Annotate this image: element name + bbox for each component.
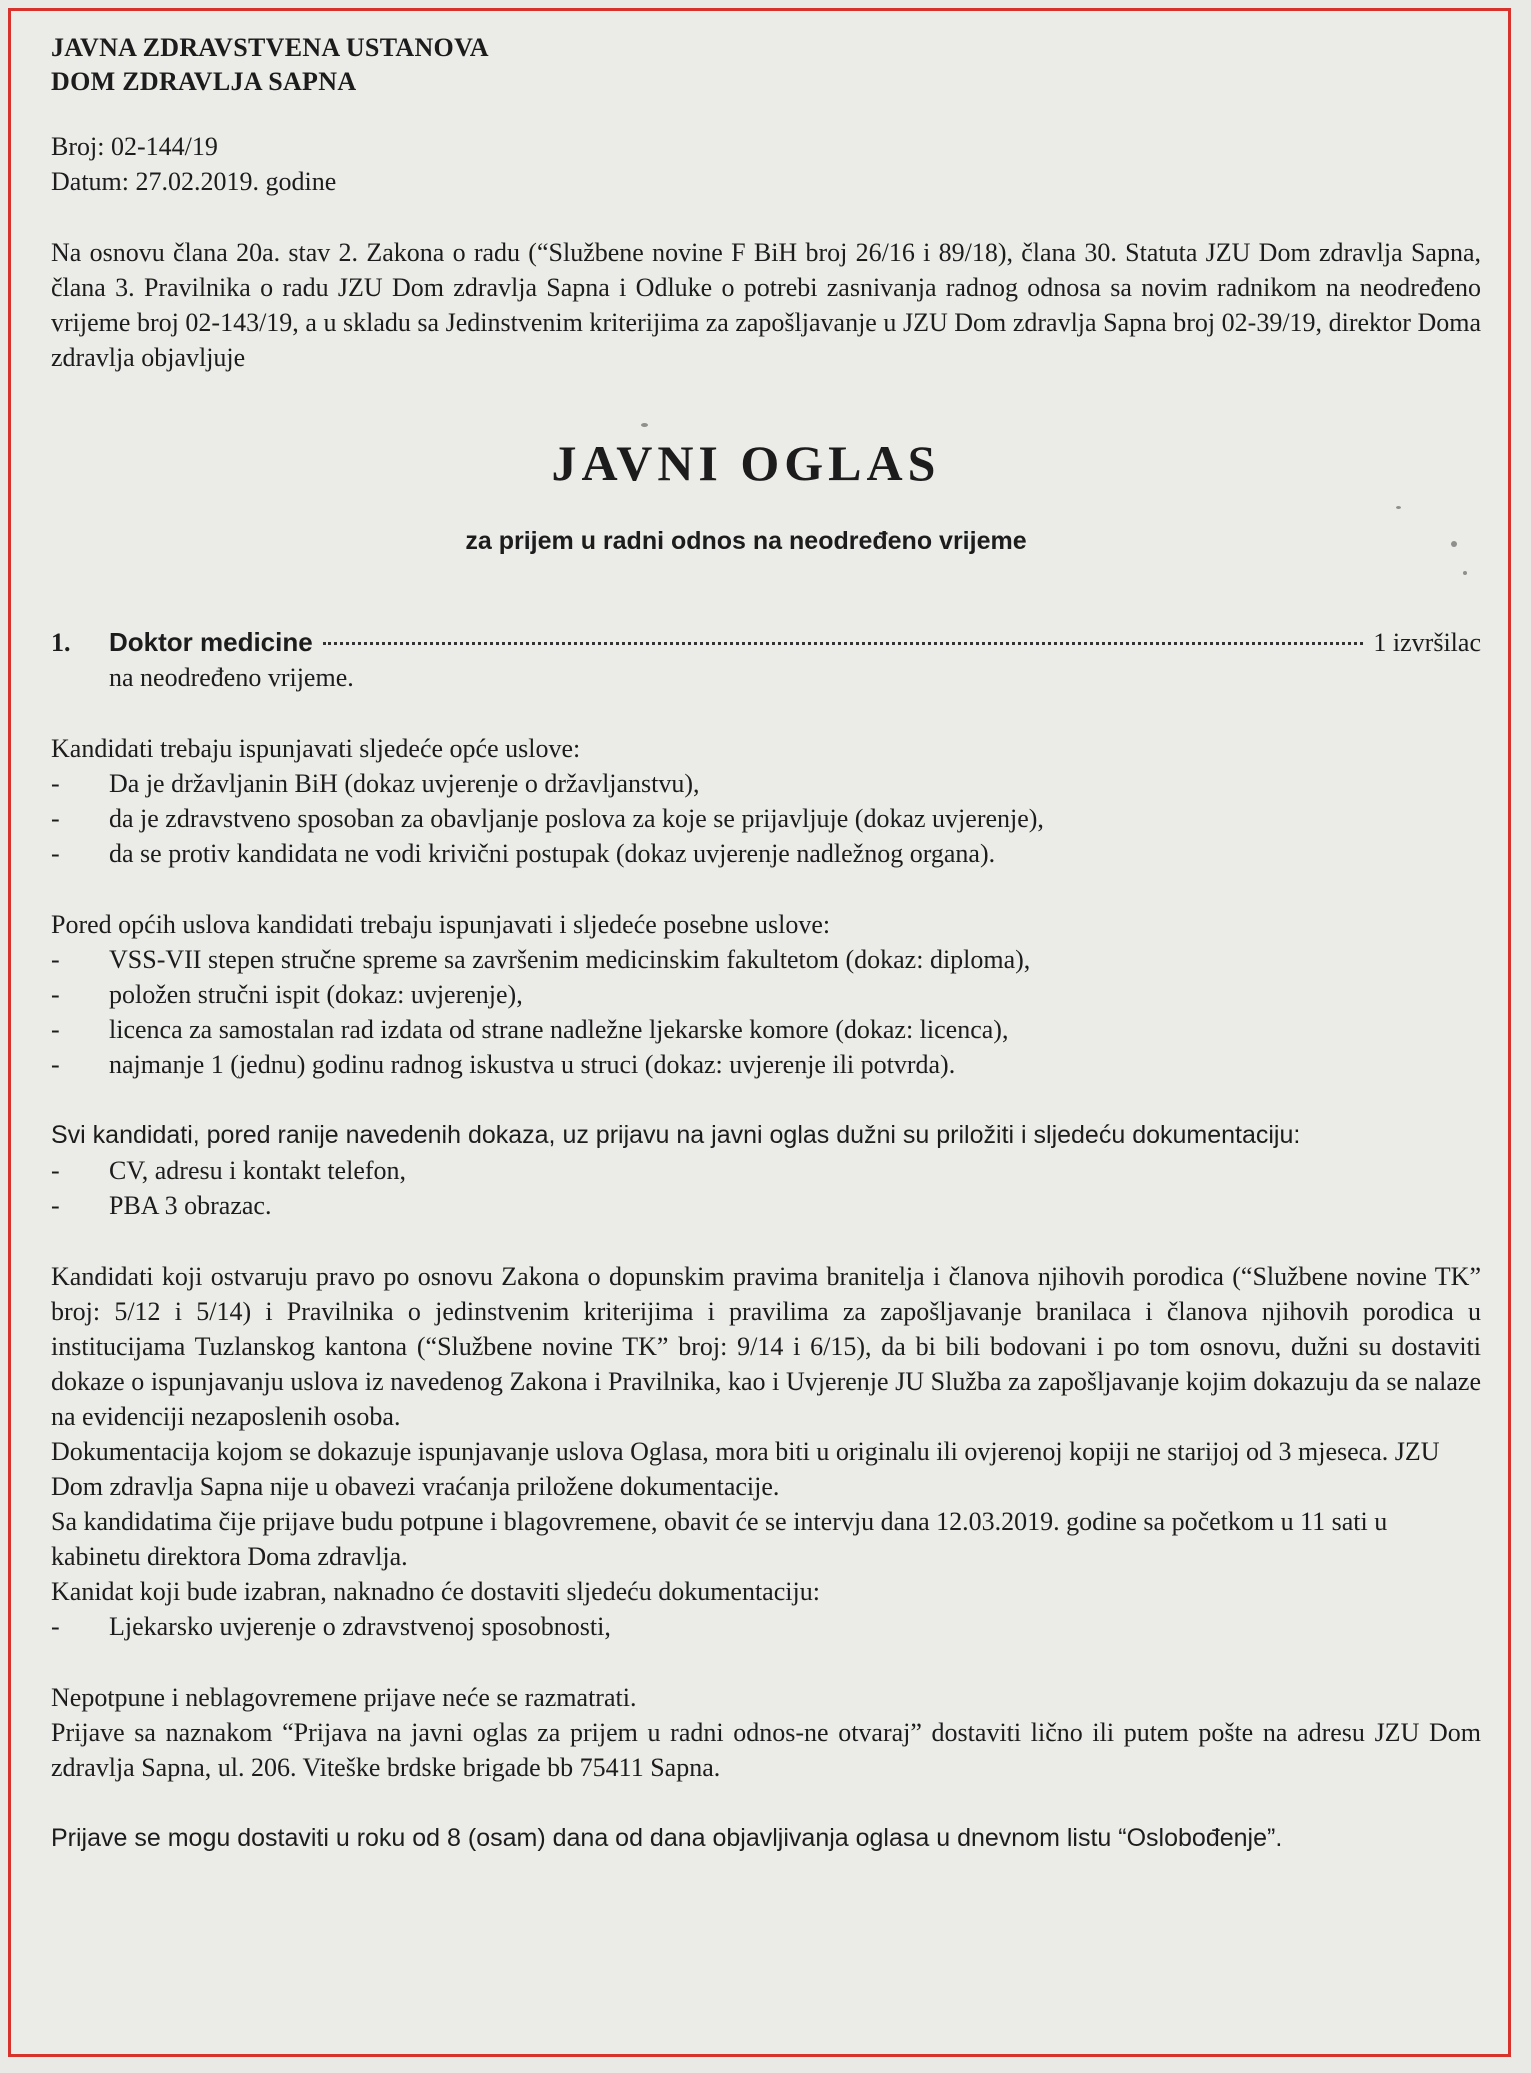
list-item: - da je zdravstveno sposoban za obavljanje poslova za koje se prijavljuje (dokaz uvjerenje),: [51, 803, 1044, 833]
position-count: 1 izvršilac: [1373, 627, 1481, 657]
scan-speck: [1463, 571, 1467, 575]
list-item: - licenca za samostalan rad izdata od strane nadležne ljekarske komore (dokaz: licenca),: [51, 1014, 1009, 1044]
list-item: - Da je državljanin BiH (dokaz uvjerenje o državljanstvu),: [51, 768, 700, 798]
position-number: 1.: [51, 627, 71, 657]
list-item: - položen stručni ispit (dokaz: uvjerenje),: [51, 979, 523, 1009]
general-conditions-heading: Kandidati trebaju ispunjavati sljedeće opće uslove:: [51, 733, 581, 763]
selected-candidate-list: [51, 1609, 1481, 1644]
documentation-list: [51, 1153, 1481, 1223]
special-conditions-list: [51, 942, 1481, 1082]
scan-speck: [1451, 541, 1457, 547]
announcement-subtitle: za prijem u radni odnos na neodređeno vrijeme: [465, 526, 1027, 555]
general-conditions-list: [51, 766, 1481, 871]
list-item: - najmanje 1 (jednu) godinu radnog iskustva u struci (dokaz: uvjerenje ili potvrda).: [51, 1049, 956, 1079]
document-body: [51, 31, 1481, 1856]
position-leader-dots: [323, 642, 1364, 645]
list-item: - PBA 3 obrazac.: [51, 1190, 272, 1220]
documents-paragraph: Dokumentacija kojom se dokazuje ispunjavanje uslova Oglasa, mora biti u originalu ili ovjerenoj kopiji ne starijoj od 3 mjeseca. JZU Dom zdravlja Sapna nije u obavezi vraćanja priložene dokumentacije.: [51, 1436, 1440, 1501]
list-item: - CV, adresu i kontakt telefon,: [51, 1155, 407, 1185]
documentation-heading: Svi kandidati, pored ranije navedenih dokaza, uz prijavu na javni oglas dužni su priložiti i sljedeću dokumentaciju:: [51, 1120, 1301, 1149]
incomplete-applications-note: Nepotpune i neblagovremene prijave neće se razmatrati.: [51, 1682, 637, 1712]
list-item: - Ljekarsko uvjerenje o zdravstvenoj sposobnosti,: [51, 1611, 611, 1641]
special-conditions-heading: Pored općih uslova kandidati trebaju ispunjavati i sljedeće posebne uslove:: [51, 909, 831, 939]
position-row: [51, 625, 1481, 660]
interview-paragraph: Sa kandidatima čije prijave budu potpune i blagovremene, obavit će se intervju dana 12.03.2019. godine sa početkom u 11 sati u kabinetu direktora Doma zdravlja.: [51, 1506, 1388, 1571]
submission-paragraph: Prijave sa naznakom “Prijava na javni oglas za prijem u radni odnos-ne otvaraj” dostaviti lično ili putem pošte na adresu JZU Dom zdravlja Sapna, ul. 206. Viteške brdske brigade bb 75411 Sapna.: [51, 1717, 1481, 1782]
announcement-title: JAVNI OGLAS: [551, 435, 941, 491]
organization-name-line1: JAVNA ZDRAVSTVENA USTANOVA: [51, 33, 489, 62]
intro-paragraph: Na osnovu člana 20a. stav 2. Zakona o radu (“Službene novine F BiH broj 26/16 i 89/18), člana 30. Statuta JZU Dom zdravlja Sapna, člana 3. Pravilnika o radu JZU Dom zdravlja Sapna i Odluke o potrebi zasnivanja radnog odnosa sa novim radnikom na neodređeno vrijeme broj 02-143/19, a u skladu sa Jedinstvenim kriterijima za zapošljavanje u JZU Dom zdravlja Sapna broj 02-39/19, direktor Doma zdravlja objavljuje: [51, 238, 1481, 372]
veterans-paragraph: Kandidati koji ostvaruju pravo po osnovu Zakona o dopunskim pravima branitelja i članova njihovih porodica (“Službene novine TK” broj: 5/12 i 5/14) i Pravilnika o jedinstvenim kriterijima i pravilima za zapošljavanje branilaca i članova njihovih porodica u institucijama Tuzlanskog kantona (“Službene novine TK” broj: 9/14 i 6/15), da bi bili bodovani i po tom osnovu, dužni su dostaviti dokaze o ispunjavanju uslova iz navedenog Zakona i Pravilnika, kao i Uvjerenje JU Služba za zapošljavanje kojim dokazuju da se nalaze na evidenciji nezaposlenih osoba.: [51, 1261, 1481, 1431]
selected-candidate-heading: Kanidat koji bude izabran, naknadno će dostaviti sljedeću dokumentaciju:: [51, 1576, 820, 1606]
organization-name-line2: DOM ZDRAVLJA SAPNA: [51, 67, 357, 96]
document-page: [8, 8, 1511, 2057]
document-number: Broj: 02-144/19: [51, 132, 218, 161]
position-name: Doktor medicine: [109, 626, 313, 657]
scan-speck: [641, 423, 648, 427]
list-item: - da se protiv kandidata ne vodi krivični postupak (dokaz uvjerenje nadležnog organa).: [51, 838, 996, 868]
scan-speck: [1396, 506, 1401, 509]
position-term: na neodređeno vrijeme.: [109, 662, 354, 692]
list-item: - VSS-VII stepen stručne spreme sa završenim medicinskim fakultetom (dokaz: diploma),: [51, 944, 1031, 974]
deadline-paragraph: Prijave se mogu dostaviti u roku od 8 (osam) dana od dana objavljivanja oglasa u dnevnom listu “Oslobođenje”.: [51, 1823, 1283, 1852]
document-date: Datum: 27.02.2019. godine: [51, 167, 337, 196]
